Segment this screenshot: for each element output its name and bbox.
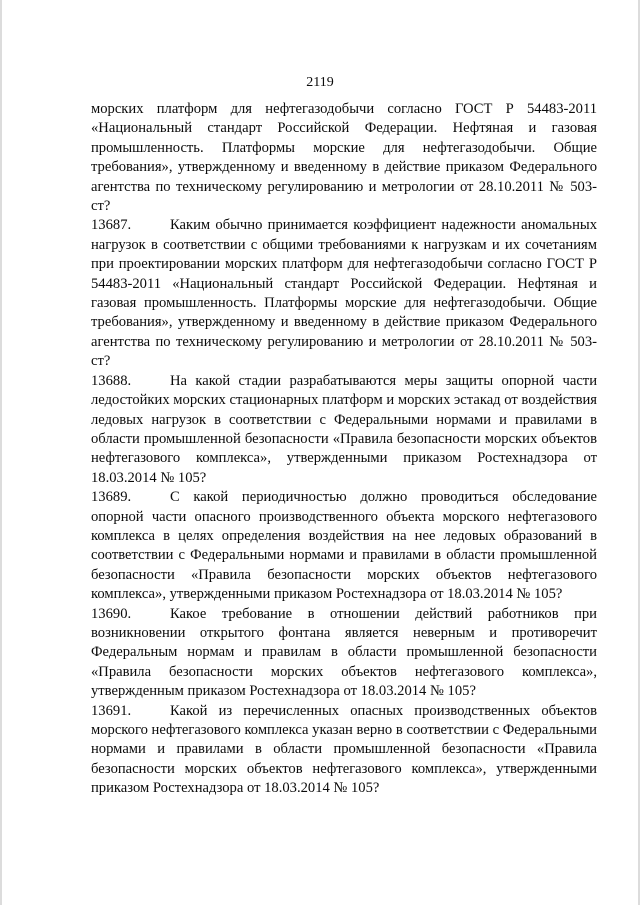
paragraph-text: морских платформ для нефтегазодобычи согласно ГОСТ Р 54483-2011 «Национальный стандарт Российской Федерации. Нефтяная и газовая промышленность. Платформы морские для нефтегазодобычи. Общие требования», утвержденному и введенному в действие приказом Федерального агентства по техническому регулированию и метрологии от 28.10.2011 № 503-ст?	[91, 101, 597, 215]
question-text: Какой из перечисленных опасных производственных объектов морского нефтегазового комплекса указан верно в соответствии с Федеральными нормами и правилами в области промышленной безопасности «Правила безопасности морских объектов нефтегазового комплекса», утвержденными приказом Ростехнадзора от 18.03.2014 № 105?	[91, 702, 597, 797]
question-text: Каким обычно принимается коэффициент надежности аномальных нагрузок в соответствии с общими требованиями к нагрузкам и их сочетаниям при проектировании морских платформ для нефтегазодобычи согласно ГОСТ Р 54483-2011 «Национальный стандарт Российской Федерации. Нефтяная и газовая промышленность. Платформы морские для нефтегазодобычи. Общие требования», утвержденному и введенному в действие приказом Федерального агентства по техническому регулированию и метрологии от 28.10.2011 № 503-ст?	[91, 217, 597, 370]
question-number: 13689.	[91, 489, 132, 506]
question-13691	[91, 702, 597, 799]
question-13690	[91, 605, 597, 702]
question-number: 13688.	[91, 372, 132, 389]
question-text: С какой периодичностью должно проводиться обследование опорной части опасного производственного объекта морского нефтегазового комплекса в целях определения воздействия на нее ледовых образований в соответствии с Федеральными нормами и правилами в области промышленной безопасности «Правила безопасности морских объектов нефтегазового комплекса», утвержденными приказом Ростехнадзора от 18.03.2014 № 105?	[91, 489, 597, 603]
document-body	[91, 100, 597, 799]
question-13688	[91, 372, 597, 488]
page-number: 2119	[306, 75, 334, 90]
question-13687	[91, 216, 597, 371]
question-number: 13690.	[91, 605, 132, 622]
question-text: Какое требование в отношении действий работников при возникновении открытого фонтана является неверным и противоречит Федеральным нормам и правилам в области промышленной безопасности «Правила безопасности морских объектов нефтегазового комплекса», утвержденным приказом Ростехнадзора от 18.03.2014 № 105?	[91, 605, 597, 700]
question-text: На какой стадии разрабатываются меры защиты опорной части ледостойких морских стационарных платформ и морских эстакад от воздействия ледовых нагрузок в соответствии с Федеральными нормами и правилами в области промышленной безопасности «Правила безопасности морских объектов нефтегазового комплекса», утвержденными приказом Ростехнадзора от 18.03.2014 № 105?	[91, 372, 597, 486]
question-13689	[91, 488, 597, 604]
question-number: 13687.	[91, 217, 132, 234]
question-number: 13691.	[91, 702, 132, 719]
paragraph-continuation	[91, 100, 597, 216]
scan-edge-left	[0, 0, 2, 905]
